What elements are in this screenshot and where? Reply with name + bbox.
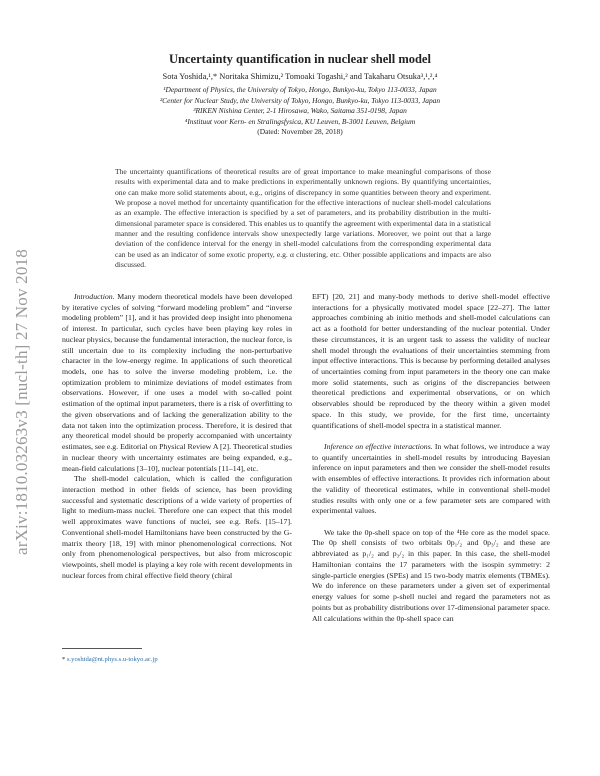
affiliation-1: ¹Department of Physics, the University of Tokyo, Hongo, Bunkyo-ku, Tokyo 113-0033, Japan	[163, 85, 437, 94]
left-column	[62, 292, 292, 581]
paper-title: Uncertainty quantification in nuclear shell model	[169, 52, 431, 66]
affiliation-4: ⁴Instituut voor Kern- en Stralingsfysica, KU Leuven, B-3001 Leuven, Belgium	[184, 116, 416, 126]
footnote	[62, 656, 158, 663]
affiliation-2: ²Center for Nuclear Study, the University of Tokyo, Hongo, Bunkyo-ku, Tokyo 113-0033, Japan	[159, 95, 441, 105]
affiliations	[60, 85, 540, 138]
author-list: Sota Yoshida,¹,* Noritaka Shimizu,² Tomoaki Togashi,² and Takaharu Otsuka³,¹,²,⁴	[162, 72, 438, 81]
right-column	[312, 292, 550, 624]
inference-paragraph	[312, 442, 550, 517]
inference-text: In what follows, we introduce a way to quantify uncertainties in shell-model results by introducing Bayesian inference on input parameters and then we consider the shell-model results with ensembles of effective interactions. It provides rich information about the validity of theoretical estimates, while in conventional shell-model studies results with only one or a few parameter sets are compared with experimental values.	[312, 442, 551, 516]
date-line: (Dated: November 28, 2018)	[257, 127, 343, 137]
affiliation-3: ³RIKEN Nishina Center, 2-1 Hirosawa, Wako, Saitama 351-0198, Japan	[193, 106, 407, 116]
footnote-email-link[interactable]: s.yoshida@nt.phys.s.u-tokyo.ac.jp	[66, 656, 158, 663]
inference-label: Inference on effective interactions.	[324, 442, 433, 452]
shell-model-paragraph: The shell-model calculation, which is called the configuration interaction method in other fields of science, has been providing successful and systematic descriptions of a wide variety of properties of light to medium-mass nuclei. Therefore one can expect that this model well approximates wave functions of nuclei, see e.g. Refs. [15–17]. Conventional shell-model Hamiltonians have been constructed by the G-matrix theory [18, 19] with minor phenomenological corrections. Not only from phenomenological perspectives, but also from microscopic viewpoints, shell model is playing a key role with recent developments in nuclear forces from chiral effective field theory (chiral	[62, 474, 292, 580]
continuation-paragraph: EFT) [20, 21] and many-body methods to derive shell-model effective interactions for a physically motivated model space [22–27]. The latter approaches combining ab initio methods and shell-model calculations can act as a foothold for better understanding of the nuclear potential. Under these circumstances, it is an urgent task to assess the validity of nuclear shell model through the evaluations of their uncertainties stemming from input effective interactions. This is because by performing detailed analyses of uncertainties coming from input parameters in the theory one can make more solid statements, such as origins of the discrepancies between theoretical predictions and experimental observations, or on which observables should be reproduced by the theory within a given model space. In this study, we provide, for the first time, uncertainty quantifications of shell-model spectra in a statistical manner.	[312, 292, 550, 430]
intro-paragraph	[62, 292, 292, 474]
footnote-mark: *	[62, 656, 66, 663]
intro-label: Introduction.	[74, 292, 115, 301]
footnote-rule	[62, 648, 142, 649]
arxiv-identifier: arXiv:1810.03263v3 [nucl-th] 27 Nov 2018	[12, 249, 31, 555]
model-space-paragraph: We take the 0p-shell space on top of the ⁴He core as the model space. The 0p shell consists of two orbitals 0p₁/₂ and 0p₃/₂ and these are abbreviated as p₁/₂ and p₃/₂ in this paper. In this case, the shell-model Hamiltonian contains the 17 parameters with the isospin symmetry: 2 single-particle energies (SPEs) and 15 two-body matrix elements (TBMEs). We do inference on these parameters under a given set of experimental energy values for some p-shell nuclei and regard the parameters not as points but as probability distributions over 17-dimensional parameter space. All calculations within the 0p-shell space can	[312, 527, 550, 623]
intro-text: Many modern theoretical models have been developed by iterative cycles of solving “forward modeling problem” and “inverse modeling problem” [1], and it has provided deep insight into phenomena of interest. In particular, such cycles have been playing key roles in nuclear physics, because the fundamental interaction, the nuclear force, is still uncertain due to its complexity including the non-perturbative character in the low-energy regime. In applications of such theoretical models, one has to solve the inverse modeling problem, i.e. the optimization problem to minimize deviations of model estimates from observations. However, if one uses a model with so-called point estimation of the optimal input parameters, there is a risk of overfitting to the given observations and of lacking the generalization ability to the data not taken into the optimization process. Therefore, it is desired that any theoretical model should be properly accompanied with uncertainty estimates, see e.g. Editorial on Physical Review A [2]. Theoretical studies in nuclear theory with uncertainty estimates are being expanded, e.g., mean-field calculations [3–10], nuclear potentials [11–14], etc.	[62, 292, 292, 473]
abstract: The uncertainty quantifications of theoretical results are of great importance to make meaningful comparisons of those results with experimental data and to make predictions in experimentally unknown regions. By quantifying uncertainties, one can make more solid statements about, e.g., origins of discrepancy in some quantities between theory and experiment. We propose a novel method for uncertainty quantification for the effective interactions of nuclear shell-model calculations as an example. The effective interaction is specified by a set of parameters, and its probability distribution in the multi-dimensional parameter space is considered. This enables us to quantify the agreement with experimental data in a statistical manner and the resulting confidence intervals show unexpectedly large variations. Moreover, we point out that a large deviation of the confidence interval for the energy in shell-model calculations from the corresponding experimental data can be used as an indicator of some exotic property, e.g. α clustering, etc. Other possible applications and impacts are also discussed.	[115, 167, 491, 270]
